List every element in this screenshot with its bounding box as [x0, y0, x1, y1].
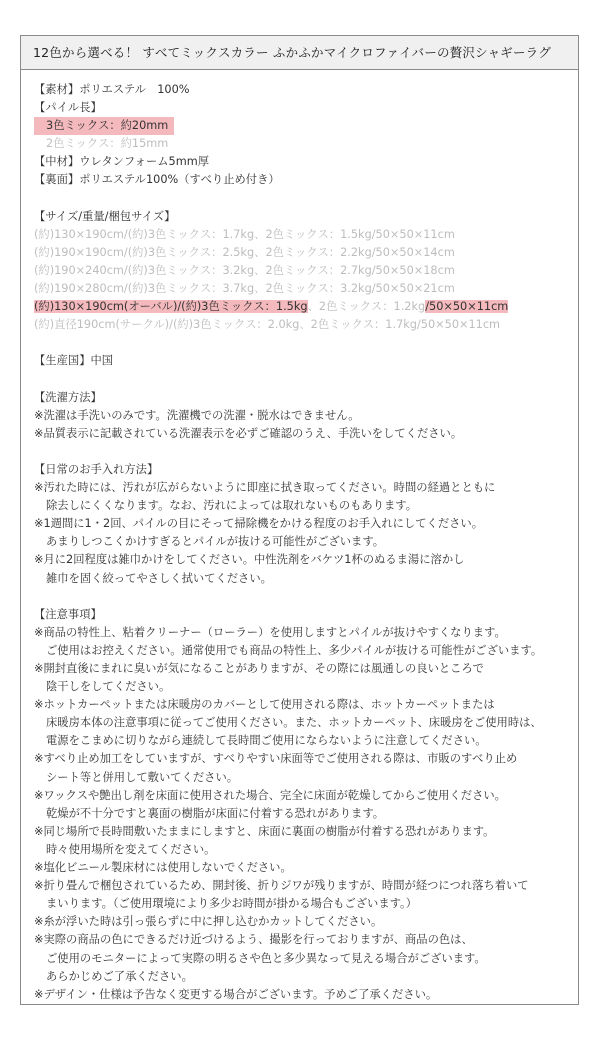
notes-line: ※デザイン・仕様は予告なく変更する場合がございます。予めご了承ください。	[34, 987, 438, 1001]
notes-line: ※実際の商品の色にできるだけ近づけるよう、撮影を行っておりますが、商品の色は、	[34, 933, 473, 947]
care-line: 雑巾を固く絞ってやさしく拭いてください。	[46, 571, 272, 585]
washing-line: ※品質表示に記載されている洗濯表示を必ずご確認のうえ、手洗いをしてください。	[34, 426, 463, 440]
notes-line: 床暖房本体の注意事項に従ってご使用ください。また、ホットカーペット、床暖房をご使用時は、	[46, 716, 542, 730]
pile-2color-line: 2色ミックス：約15mm	[46, 137, 169, 151]
size-highlight-a: (約)130×190cm(オーバル)/(約)3色ミックス：1.5kg	[34, 300, 308, 314]
size-row: (約)直径190cm(サークル)/(約)3色ミックス：2.0kg、2色ミックス：1.7kg/50×50×11cm	[34, 318, 501, 332]
washing-line: ※洗濯は手洗いのみです。洗濯機での洗濯・脱水はできません。	[34, 408, 360, 422]
care-line: あまりしつこくかけすぎるとパイルが抜ける可能性がございます。	[46, 535, 385, 549]
size-row: (約)190×280cm/(約)3色ミックス：3.7kg、2色ミックス：3.2kg/50×50×21cm	[34, 282, 455, 296]
core-line: 【中材】ウレタンフォーム5mm厚	[34, 155, 210, 169]
notes-line: ※ワックスや艶出し剤を床面に使用された場合、完全に床面が乾燥してからご使用ください。	[34, 788, 506, 802]
notes-line: ※糸が浮いた時は引っ張らずに中に押し込むかカットしてください。	[34, 915, 383, 929]
spec-panel	[20, 35, 579, 1005]
notes-header: 【注意事項】	[34, 607, 102, 621]
care-line: ※汚れた時には、汚れが広がらないように即座に拭き取ってください。時間の経過とともに	[34, 481, 496, 495]
notes-line: 時々使用場所を変えてください。	[46, 842, 216, 856]
size-row-highlighted	[34, 298, 572, 316]
washing-header: 【洗濯方法】	[34, 390, 102, 404]
pile-header: 【パイル長】	[34, 101, 102, 115]
notes-line: ※開封直後にまれに臭いが気になることがありますが、その際には風通しの良いところで	[34, 662, 484, 675]
pile-3color-highlight: 3色ミックス：約20mm	[34, 117, 174, 135]
sizes-header: 【サイズ/重量/梱包サイズ】	[34, 209, 176, 223]
care-line: 除去しにくくなります。なお、汚れによっては取れないものもあります。	[46, 499, 417, 513]
material-line: 【素材】ポリエステル 100%	[34, 83, 190, 96]
notes-line: ご使用はお控えください。通常使用でも商品の特性上、多少パイルが抜ける可能性がございます。	[46, 643, 543, 657]
notes-line: まいります。（ご使用環境により多少お時間が掛かる場合もございます。）	[46, 897, 417, 911]
care-line: ※1週間に1・2回、パイルの目にそって掃除機をかける程度のお手入れにしてください。	[34, 517, 484, 531]
pile-3color-row	[34, 117, 572, 135]
origin-line: 【生産国】中国	[34, 354, 114, 368]
notes-line: 電源をこまめに切りながら連続して長時間ご使用にならないように注意してください。	[46, 734, 487, 748]
notes-line: ※折り畳んで梱包されているため、開封後、折りジワが残りますが、時間が経つにつれ落ち着いて	[34, 879, 529, 893]
notes-line: ※塩化ビニール製床材には使用しないでください。	[34, 861, 292, 875]
back-line: 【裏面】ポリエステル100%（すべり止め付き）	[34, 173, 280, 187]
panel-title: 12色から選べる！ すべてミックスカラー ふかふかマイクロファイバーの贅沢シャギーラグ	[21, 36, 578, 70]
notes-line: ご使用のモニターによって実際の明るさや色と多少異なって見える場合がございます。	[46, 951, 486, 965]
notes-line: 乾燥が不十分ですと裏面の樹脂が床面に付着する恐れがあります。	[46, 806, 385, 820]
care-header: 【日常のお手入れ方法】	[34, 462, 159, 476]
size-row: (約)190×190cm/(約)3色ミックス：2.5kg、2色ミックス：2.2kg/50×50×14cm	[34, 245, 455, 259]
notes-line: ※ホットカーペットまたは床暖房のカバーとして使用される際は、ホットカーペットまたは	[34, 698, 495, 712]
notes-line: 陰干しをしてください。	[46, 680, 171, 694]
size-highlight-b: /50×50×11cm	[425, 300, 509, 314]
notes-line: あらかじめご了承ください。	[46, 969, 193, 983]
care-line: ※月に2回程度は雑巾かけをしてください。中性洗剤をバケツ1杯のぬるま湯に溶かし	[34, 553, 465, 567]
notes-line: ※商品の特性上、粘着クリーナー（ローラー）を使用しますとパイルが抜けやすくなります。	[34, 625, 506, 639]
notes-line: ※すべり止め加工をしていますが、すべりやすい床面等でご使用される際は、市販のすべり止め	[34, 752, 518, 766]
spec-content	[34, 81, 572, 1004]
notes-line: ※同じ場所で長時間敷いたままにしますと、床面に裏面の樹脂が付着する恐れがあります。	[34, 824, 495, 838]
notes-line: シート等と併用して敷いてください。	[46, 770, 239, 784]
size-highlight-mid: 、2色ミックス：1.2kg	[307, 300, 426, 314]
size-row: (約)130×190cm/(約)3色ミックス：1.7kg、2色ミックス：1.5kg/50×50×11cm	[34, 227, 455, 241]
size-row: (約)190×240cm/(約)3色ミックス：3.2kg、2色ミックス：2.7kg/50×50×18cm	[34, 263, 455, 277]
